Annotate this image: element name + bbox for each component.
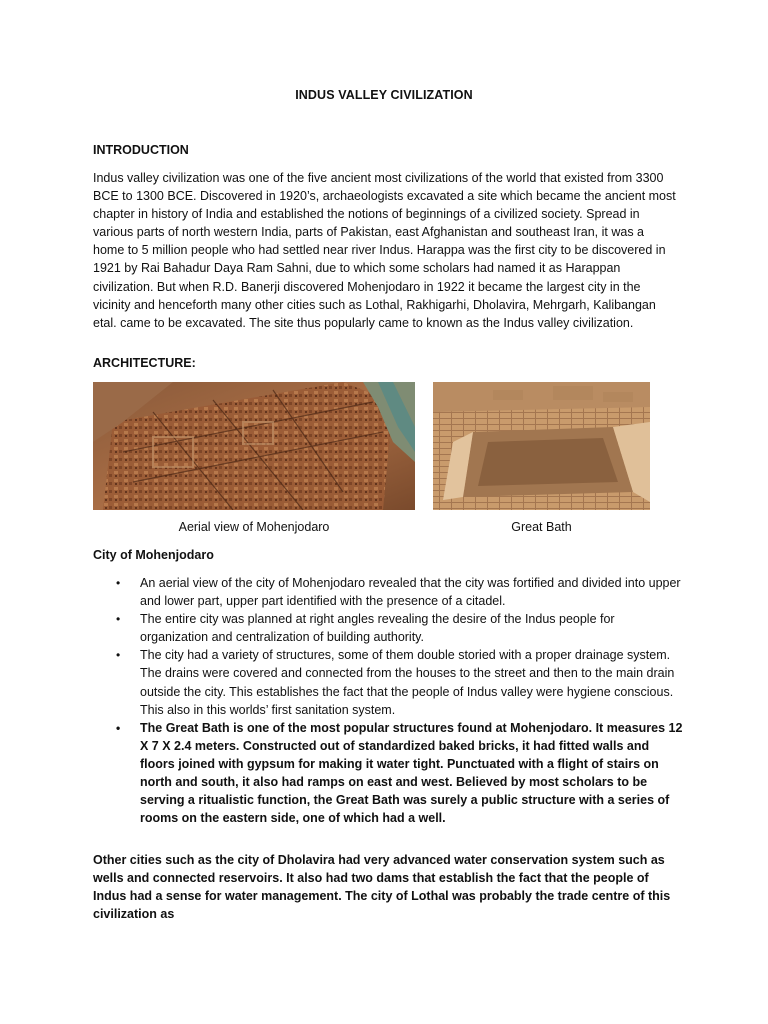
list-item [93,574,683,610]
bullet-text: The city had a variety of structures, some of them double storied with a proper drainage system. The drains were covered and connected from the houses to the street and then to the main drain outside the city. This establishes the fact that the people of Indus valley were hygiene conscious. This also in this worlds’ first sanitation system. [140,648,675,717]
list-item [93,719,683,828]
introduction-heading: INTRODUCTION [93,143,189,157]
mohenjodaro-heading: City of Mohenjodaro [93,548,214,562]
list-item [93,646,683,718]
bullet-text: The Great Bath is one of the most popular structures found at Mohenjodaro. It measures 12 X 7 X 2.4 meters. Constructed out of standardized baked bricks, it had fitted walls and floors joined with gypsum for making it water tight. Punctuated with a flight of stairs on north and south, it also had ramps on east and west. Believed by most scholars to be serving a ritualistic function, the Great Bath was surely a public structure with a series of rooms on the eastern side, one of which had a well. [140,720,683,826]
introduction-paragraph: Indus valley civilization was one of the five ancient most civilizations of the world that existed from 3300 BCE to 1300 BCE. Discovered in 1920’s, archaeologists excavated a site which became the ancient most chapter in history of India and established the notions of beginnings of a civilized society. Spread in various parts of north western India, parts of Pakistan, east Afghanistan and southeast Iran, it was a home to 5 million people who had settled near river Indus. Harappa was the first city to be discovered in 1921 by Rai Bahadur Daya Ram Sahni, due to which some scholars had named it as Harappan civilization. But when R.D. Banerji discovered Mohenjodaro in 1922 it became the largest city in the vicinity and henceforth many other cities such as Lothal, Rakhigarhi, Dholavira, Mehrgarh, Kalibangan etal. came to be excavated. The site thus popularly came to known as the Indus valley civilization. [93,171,676,330]
bullet-icon: • [116,612,121,627]
bullet-icon: • [116,576,121,590]
great-bath-image [433,382,650,510]
list-item [93,610,683,646]
other-cities-paragraph: Other cities such as the city of Dholavira had very advanced water conservation system such as wells and connected reservoirs. It also had two dams that establish the fact that the people of Indus had a sense for water management. The city of Lothal was probably the trade centre of this civilization as [93,853,671,922]
aerial-view-caption: Aerial view of Mohenjodaro [178,520,330,534]
document-title: INDUS VALLEY CIVILIZATION [295,88,473,102]
aerial-view-image [93,382,415,510]
bullet-icon: • [116,648,121,663]
bullet-icon: • [116,720,121,735]
bullet-text: The entire city was planned at right angles revealing the desire of the Indus people for organization and centralization of building authority. [140,612,615,645]
mohenjodaro-bullet-list [93,574,683,827]
bullet-text: An aerial view of the city of Mohenjodaro revealed that the city was fortified and divided into upper and lower part, upper part identified with the presence of a citadel. [140,576,681,609]
great-bath-caption: Great Bath [511,520,572,534]
architecture-heading: ARCHITECTURE: [93,356,196,370]
